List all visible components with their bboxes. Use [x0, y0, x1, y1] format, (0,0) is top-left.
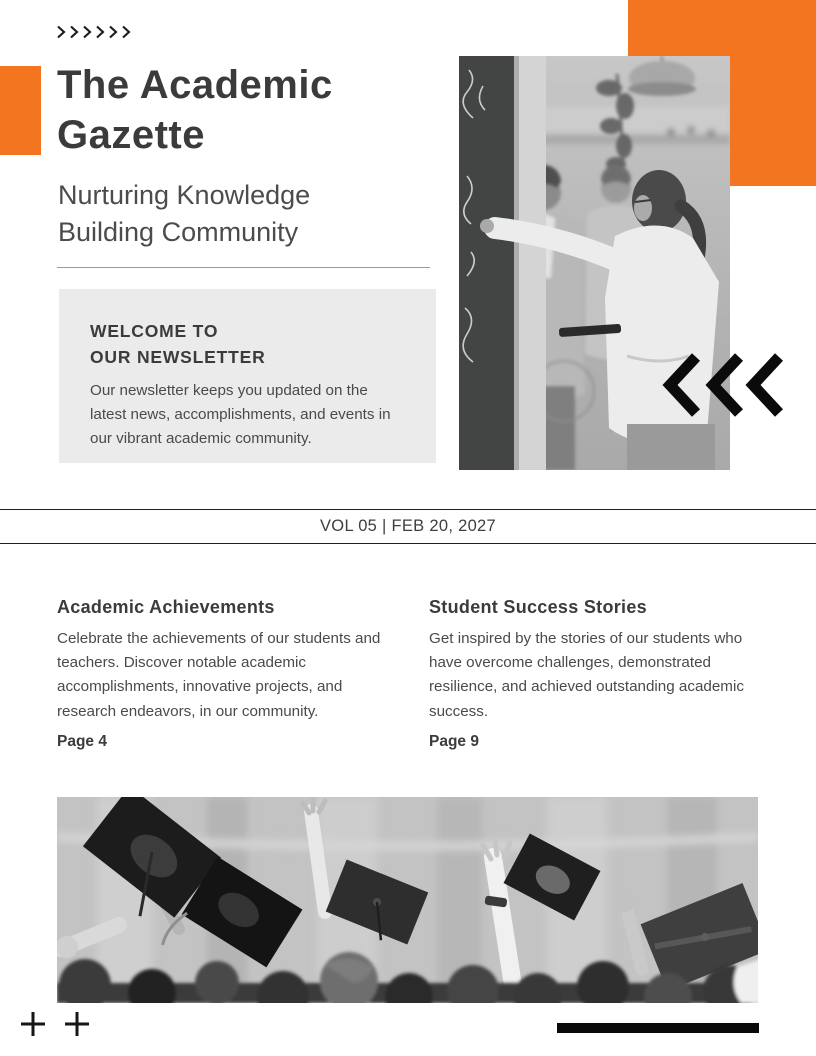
title-line-2: Gazette: [57, 113, 205, 157]
article-body: Celebrate the achievements of our students and teachers. Discover notable academic accomplishments, innovative projects, and research endeavors, in our community.: [57, 630, 381, 720]
welcome-heading-line-1: WELCOME TO: [90, 321, 219, 341]
blackboard-shape: [459, 56, 514, 470]
article-body: Get inspired by the stories of our students who have overcome challenges, demonstrated resilience, and achieved outstanding academic success.: [429, 630, 744, 720]
article-student-success: [429, 597, 751, 751]
page-subtitle: [58, 177, 378, 251]
article-academic-achievements: [57, 597, 389, 751]
subtitle-line-1: Nurturing Knowledge: [58, 180, 311, 210]
welcome-heading-line-2: OUR NEWSLETTER: [90, 347, 266, 367]
forward-chevrons-icon: [56, 24, 140, 40]
welcome-body: Our newsletter keeps you updated on the latest news, accomplishments, and events in our vibrant academic community.: [90, 382, 391, 448]
title-line-1: The Academic: [57, 63, 333, 107]
issue-bar: [0, 509, 816, 544]
issue-date-text: VOL 05 | FEB 20, 2027: [320, 517, 496, 535]
footer-photo-graduation: [57, 797, 758, 1003]
article-page-ref: Page 4: [57, 732, 107, 750]
accent-block-left: [0, 66, 41, 155]
masthead-divider: [57, 267, 430, 268]
footer-bar: [557, 1023, 759, 1033]
back-chevrons-icon: [661, 353, 783, 417]
plus-marks-icon: [20, 1010, 92, 1038]
subtitle-line-2: Building Community: [58, 217, 299, 247]
article-title: Student Success Stories: [429, 597, 647, 617]
page-title: [57, 60, 457, 160]
welcome-heading: [90, 318, 406, 370]
article-page-ref: Page 9: [429, 732, 479, 750]
welcome-box: [59, 289, 436, 463]
article-title: Academic Achievements: [57, 597, 275, 617]
